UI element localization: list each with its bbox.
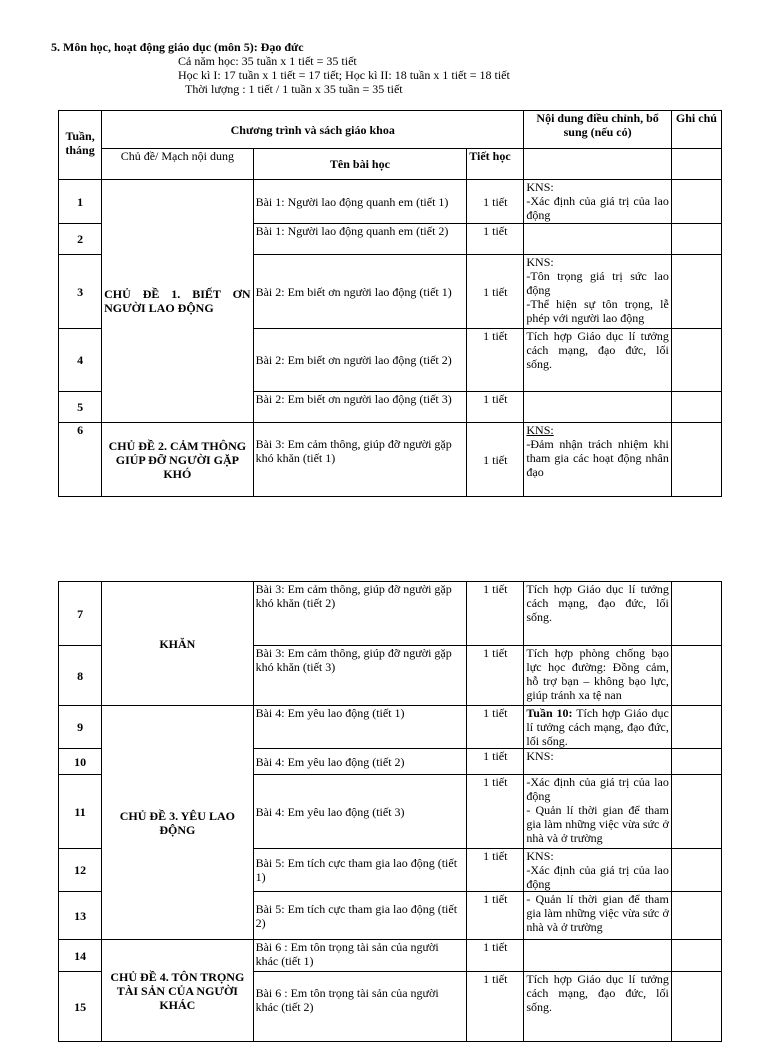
table-row (59, 940, 722, 972)
period-count: 1 tiết (467, 582, 524, 646)
lesson-name: Bài 3: Em cảm thông, giúp đỡ người gặp khó khăn (tiết 2) (253, 582, 467, 646)
topic-cell: CHỦ ĐỀ 2. CẢM THÔNG GIÚP ĐỠ NGƯỜI GẶP KHÓ (102, 423, 253, 497)
adjust-content: KNS: -Xác định của giá trị của lao động (524, 180, 671, 224)
note-cell (671, 646, 721, 706)
lesson-name: Bài 3: Em cảm thông, giúp đỡ người gặp khó khăn (tiết 3) (253, 646, 467, 706)
period-count: 1 tiết (467, 255, 524, 329)
period-count: 1 tiết (467, 646, 524, 706)
period-count: 1 tiết (467, 972, 524, 1042)
adjust-content: KNS: -Tôn trọng giá trị sức lao động -Thể hiện sự tôn trọng, lễ phép với người lao động (524, 255, 671, 329)
period-count: 1 tiết (467, 392, 524, 423)
curriculum-table-2 (58, 581, 722, 1042)
curriculum-table-1 (58, 110, 722, 497)
table-row (59, 582, 722, 646)
week-number: 7 (59, 582, 102, 646)
adjust-content: Tích hợp Giáo dục lí tưởng cách mạng, đạo đức, lối sống. (524, 329, 671, 392)
week-number: 6 (59, 423, 102, 497)
adjust-content: KNS: -Đảm nhận trách nhiệm khi tham gia các hoạt động nhân đạo (524, 423, 671, 497)
header-lesson: Tên bài học (253, 149, 467, 180)
period-count: 1 tiết (467, 849, 524, 892)
header-note: Ghi chú (671, 111, 721, 149)
note-cell (671, 329, 721, 392)
adjust-content: Tích hợp Giáo dục lí tưởng cách mạng, đạo đức, lối sống. (524, 972, 671, 1042)
note-cell (671, 775, 721, 849)
note-cell (671, 392, 721, 423)
lesson-name: Bài 5: Em tích cực tham gia lao động (tiết 1) (253, 849, 467, 892)
adjust-content: KNS: (524, 749, 671, 775)
week-number: 2 (59, 224, 102, 255)
adjust-content: Tích hợp Giáo dục lí tưởng cách mạng, đạo đức, lối sống. (524, 582, 671, 646)
adjust-content (524, 940, 671, 972)
heading-line-year: Cả năm học: 35 tuần x 1 tiết = 35 tiết (178, 54, 357, 68)
week-number: 9 (59, 706, 102, 749)
week-number: 1 (59, 180, 102, 224)
header-adjust: Nội dung điều chỉnh, bổ sung (nếu có) (524, 111, 671, 149)
note-cell (671, 749, 721, 775)
week-number: 4 (59, 329, 102, 392)
note-cell (671, 255, 721, 329)
note-cell (671, 849, 721, 892)
week-number: 13 (59, 892, 102, 940)
period-count: 1 tiết (467, 224, 524, 255)
table-row (59, 423, 722, 497)
week-number: 8 (59, 646, 102, 706)
lesson-name: Bài 4: Em yêu lao động (tiết 2) (253, 749, 467, 775)
topic-cell: CHỦ ĐỀ 4. TÔN TRỌNG TÀI SẢN CỦA NGƯỜI KHÁC (102, 940, 253, 1042)
period-count: 1 tiết (467, 775, 524, 849)
lesson-name: Bài 1: Người lao động quanh em (tiết 1) (253, 180, 467, 224)
week-number: 11 (59, 775, 102, 849)
lesson-name: Bài 4: Em yêu lao động (tiết 3) (253, 775, 467, 849)
lesson-name: Bài 2: Em biết ơn người lao động (tiết 1) (253, 255, 467, 329)
week-number: 5 (59, 392, 102, 423)
period-count: 1 tiết (467, 423, 524, 497)
adjust-content: -Xác định của giá trị của lao động - Quản lí thời gian để tham gia làm những việc vừa sức ở nhà và ở trường (524, 775, 671, 849)
note-cell (671, 706, 721, 749)
header-program: Chương trình và sách giáo khoa (102, 111, 524, 149)
lesson-name: Bài 2: Em biết ơn người lao động (tiết 3) (253, 392, 467, 423)
adjust-content: KNS: -Xác định của giá trị của lao động (524, 849, 671, 892)
section-title: 5. Môn học, hoạt động giáo dục (môn 5): Đạo đức (51, 40, 304, 54)
note-cell (671, 180, 721, 224)
heading-line-semesters: Học kì I: 17 tuần x 1 tiết = 17 tiết; Học kì II: 18 tuần x 1 tiết = 18 tiết (178, 68, 510, 82)
header-topic: Chủ đề/ Mạch nội dung (102, 149, 253, 180)
note-cell (671, 940, 721, 972)
period-count: 1 tiết (467, 329, 524, 392)
week-number: 3 (59, 255, 102, 329)
note-cell (671, 892, 721, 940)
lesson-name: Bài 4: Em yêu lao động (tiết 1) (253, 706, 467, 749)
period-count: 1 tiết (467, 180, 524, 224)
table-row (59, 180, 722, 224)
adjust-content: - Quản lí thời gian để tham gia làm những việc vừa sức ở nhà và ở trường (524, 892, 671, 940)
note-cell (671, 972, 721, 1042)
note-cell (671, 423, 721, 497)
lesson-name: Bài 3: Em cảm thông, giúp đỡ người gặp khó khăn (tiết 1) (253, 423, 467, 497)
adjust-content (524, 224, 671, 255)
week-number: 12 (59, 849, 102, 892)
adjust-content: Tuần 10: Tích hợp Giáo dục lí tưởng cách mạng, đạo đức, lối sống. (524, 706, 671, 749)
lesson-name: Bài 6 : Em tôn trọng tài sản của người khác (tiết 1) (253, 940, 467, 972)
lesson-name: Bài 2: Em biết ơn người lao động (tiết 2) (253, 329, 467, 392)
period-count: 1 tiết (467, 749, 524, 775)
topic-cell: KHĂN (102, 582, 253, 706)
lesson-name: Bài 1: Người lao động quanh em (tiết 2) (253, 224, 467, 255)
adjust-content (524, 392, 671, 423)
period-count: 1 tiết (467, 940, 524, 972)
note-cell (671, 224, 721, 255)
week-number: 15 (59, 972, 102, 1042)
heading-line-duration: Thời lượng : 1 tiết / 1 tuần x 35 tuần = 35 tiết (185, 82, 403, 96)
header-periods: Tiết học (467, 149, 524, 180)
header-adjust-empty (524, 149, 671, 180)
period-count: 1 tiết (467, 706, 524, 749)
lesson-name: Bài 5: Em tích cực tham gia lao động (tiết 2) (253, 892, 467, 940)
period-count: 1 tiết (467, 892, 524, 940)
topic-cell: CHỦ ĐỀ 1. BIẾT ƠN NGƯỜI LAO ĐỘNG (102, 180, 253, 423)
topic-cell: CHỦ ĐỀ 3. YÊU LAO ĐỘNG (102, 706, 253, 940)
week-number: 14 (59, 940, 102, 972)
week-number: 10 (59, 749, 102, 775)
header-week: Tuần, tháng (59, 111, 102, 180)
lesson-name: Bài 6 : Em tôn trọng tài sản của người khác (tiết 2) (253, 972, 467, 1042)
table-row (59, 706, 722, 749)
note-cell (671, 582, 721, 646)
adjust-content: Tích hợp phòng chống bạo lực học đường: Đồng cảm, hỗ trợ bạn – không bạo lực, giúp tránh xa tệ nan (524, 646, 671, 706)
header-note-empty (671, 149, 721, 180)
